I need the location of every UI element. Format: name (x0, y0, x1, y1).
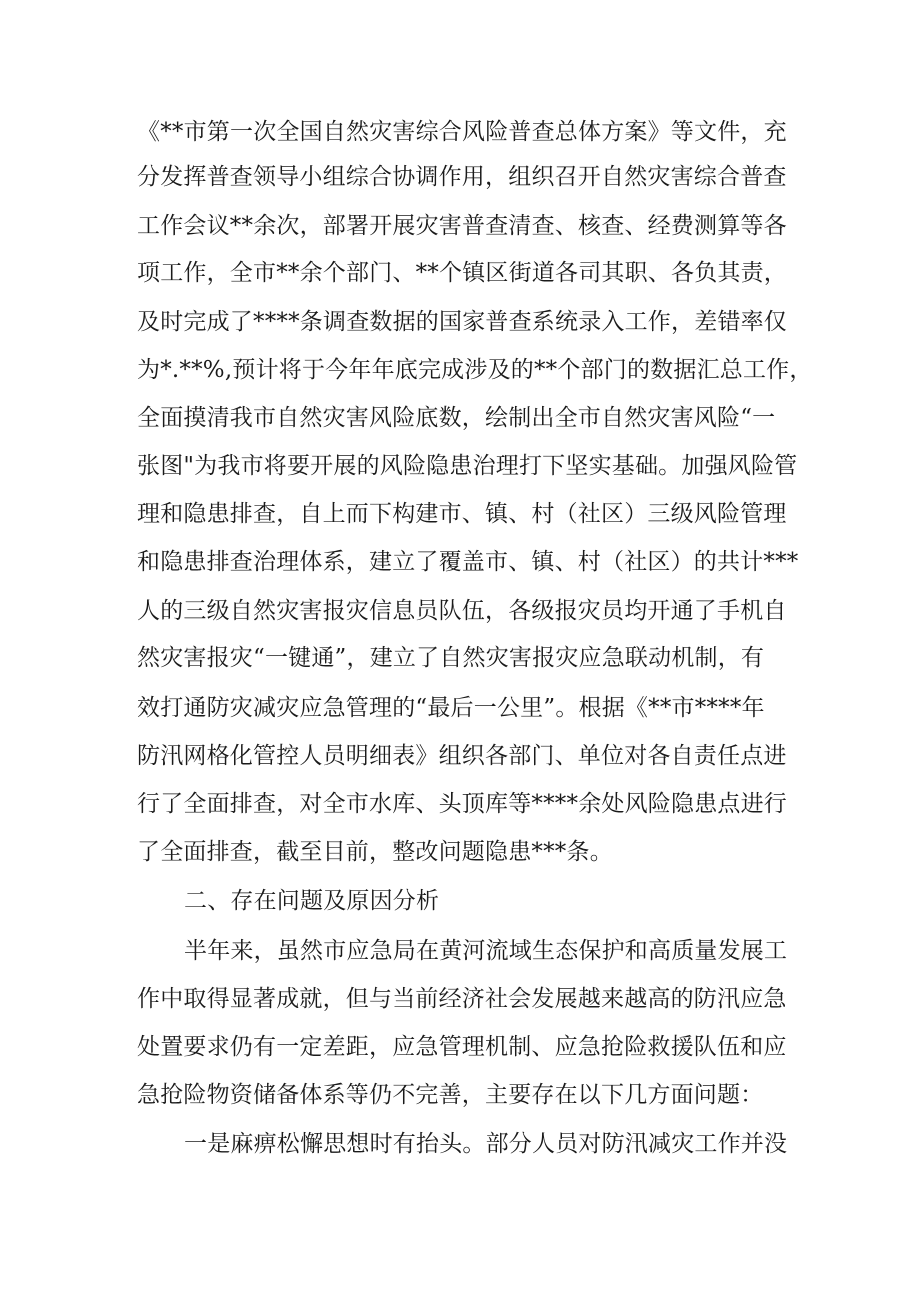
text-line: 效打通防灾减灾应急管理的“最后一公里”。根据《**市****年 (137, 695, 765, 721)
text-line: 防汛网格化管控人员明细表》组织各部门、单位对各自责任点进 (137, 743, 787, 769)
text-line: 处置要求仍有一定差距，应急管理机制、应急抢险救援队伍和应 (137, 1034, 787, 1060)
text-line: 全面摸清我市自然灾害风险底数，绘制出全市自然灾害风险“一 (137, 405, 776, 431)
text-line: 然灾害报灾“一键通”，建立了自然灾害报灾应急联动机制，有 (137, 645, 765, 671)
text-line: 工作会议**余次，部署开展灾害普查清查、核查、经费测算等各 (137, 213, 787, 239)
text-line: 张图"为我市将要开展的风险隐患治理打下坚实基础。加强风险管 (137, 453, 798, 479)
paragraph-first-line: 半年来，虽然市应急局在黄河流域生态保护和高质量发展工 (184, 938, 788, 964)
text-line: 和隐患排查治理体系，建立了覆盖市、镇、村（社区）的共计*** (137, 549, 799, 575)
paragraph-first-line: 一是麻痹松懈思想时有抬头。部分人员对防汛减灾工作并没 (184, 1131, 788, 1157)
text-line: 行了全面排查，对全市水库、头顶库等****余处风险隐患点进行 (137, 791, 787, 817)
text-line: 分发挥普查领导小组综合协调作用，组织召开自然灾害综合普查 (137, 164, 787, 190)
text-line: 为*.**%,预计将于今年年底完成涉及的**个部门的数据汇总工作， (137, 357, 813, 383)
section-heading: 二、存在问题及原因分析 (184, 888, 440, 914)
text-line: 人的三级自然灾害报灾信息员队伍，各级报灾员均开通了手机自 (137, 598, 787, 624)
text-line: 项工作，全市**余个部门、**个镇区街道各司其职、各负其责， (137, 260, 787, 286)
text-line: 了全面排查，截至目前，整改问题隐患***条。 (137, 839, 613, 865)
text-line: 作中取得显著成就，但与当前经济社会发展越来越高的防汛应急 (137, 986, 787, 1012)
text-line: 理和隐患排查，自上而下构建市、镇、村（社区）三级风险管理 (137, 501, 787, 527)
text-line: 急抢险物资储备体系等仍不完善，主要存在以下几方面问题： (137, 1082, 764, 1108)
text-line: 及时完成了****条调查数据的国家普查系统录入工作，差错率仅 (137, 309, 787, 335)
text-line: 《**市第一次全国自然灾害综合风险普查总体方案》等文件，充 (137, 119, 787, 145)
